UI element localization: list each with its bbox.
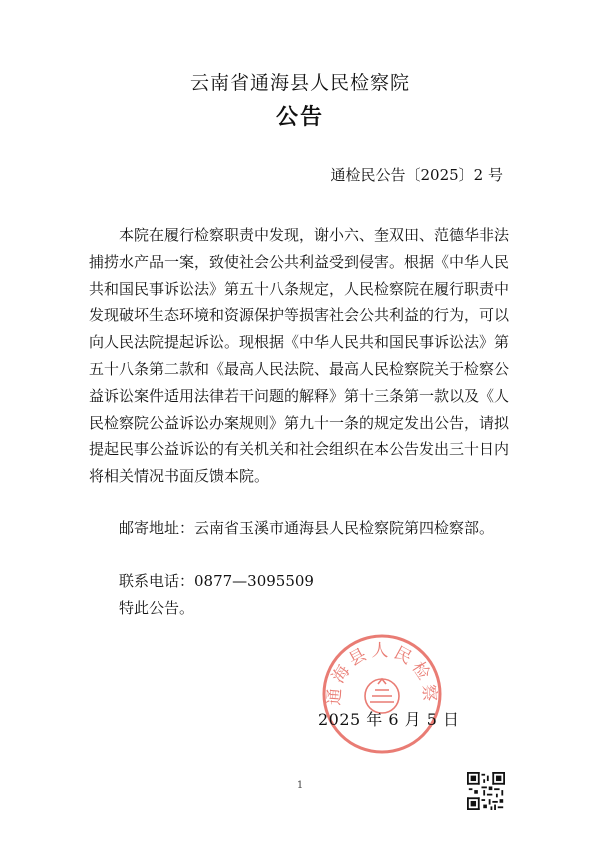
- document-number: 通检民公告〔2025〕2 号: [330, 166, 503, 184]
- page-number: 1: [296, 780, 304, 791]
- body-paragraph: 本院在履行检察职责中发现，谢小六、奎双田、范德华非法捕捞水产品一案，致使社会公共利益受到侵害。根据《中华人民共和国民事诉讼法》第五十八条规定，人民检察院在履行职责中发现破坏生态环境和资源保护等损害社会公共利益的行为，可以向人民法院提起诉讼。现根据《中华人民共和国民事诉讼法》第五十八条第二款和《最高人民法院、最高人民检察院关于检察公益诉讼案件适用法律若干问题的解释》第十三条第一款以及《人民检察院公益诉讼办案规则》第九十一条的规定发出公告，请拟提起民事公益诉讼的有关机关和社会组织在本公告发出三十日内将相关情况书面反馈本院。: [89, 226, 510, 486]
- official-seal-stamp: [320, 632, 444, 756]
- organization-name: 云南省通海县人民检察院: [189, 72, 410, 94]
- signature-date: 2025 年 6 月 5 日: [318, 710, 460, 729]
- closing-statement: 特此公告。: [119, 599, 195, 617]
- document-title: 公告: [275, 104, 324, 130]
- qr-code-icon: [467, 772, 505, 810]
- mailing-address: 邮寄地址：云南省玉溪市通海县人民检察院第四检察部。: [119, 519, 495, 537]
- svg-text:通海县人民检察: 通海县人民检察: [324, 641, 440, 707]
- contact-phone: 联系电话：0877—3095509: [119, 572, 314, 590]
